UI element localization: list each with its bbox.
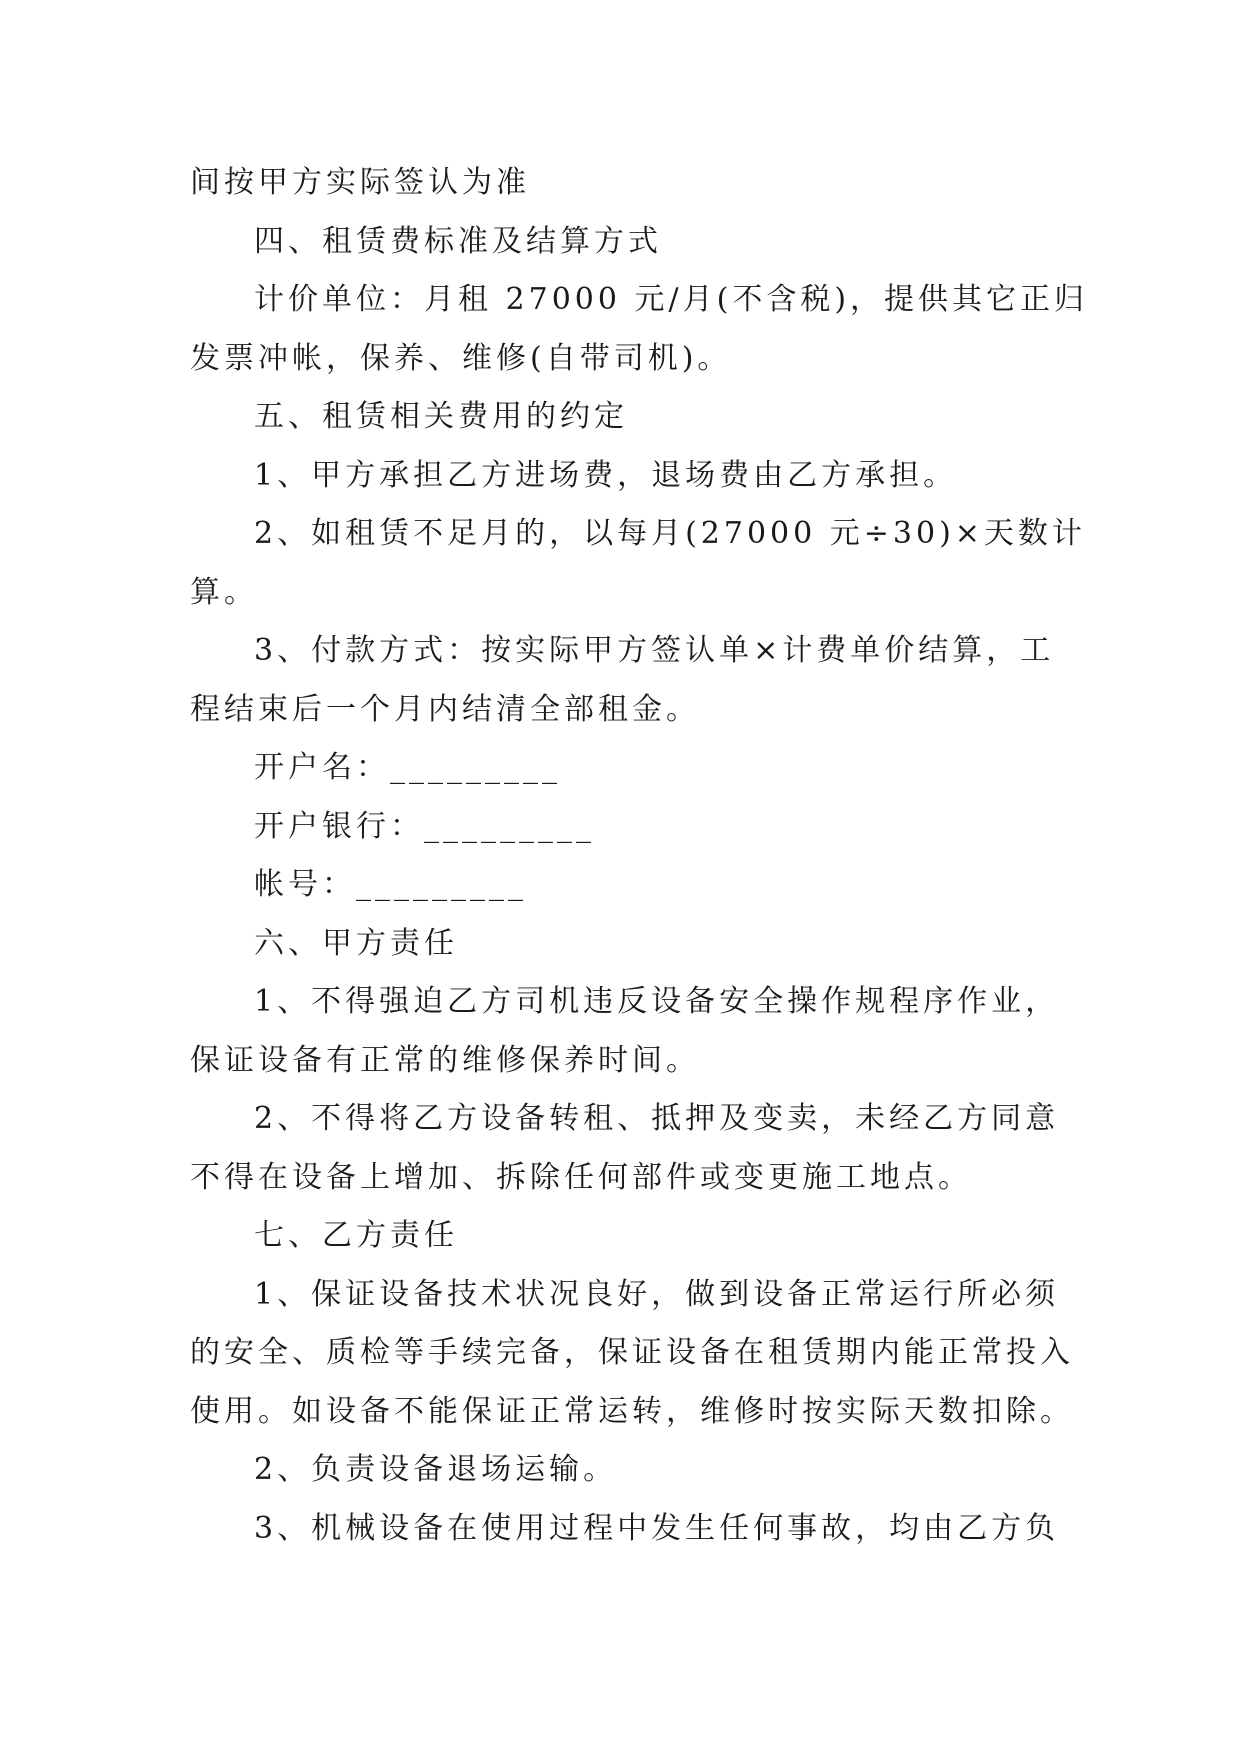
text-line: 间按甲方实际签认为准: [190, 165, 530, 200]
text-line: 2、如租赁不足月的，以每月(27000 元÷30)×天数计: [254, 516, 1086, 551]
text-line: 1、甲方承担乙方进场费，退场费由乙方承担。: [254, 457, 958, 493]
text-line: 2、负责设备退场运输。: [254, 1452, 618, 1487]
bank-name-field: 开户银行：_________: [254, 808, 595, 844]
text-line: 发票冲帐，保养、维修(自带司机)。: [190, 340, 732, 376]
section-heading: 七、乙方责任: [254, 1218, 458, 1253]
document-body: [190, 154, 1089, 1558]
text-line: 1、保证设备技术状况良好，做到设备正常运行所必须: [254, 1276, 1060, 1312]
text-line: 计价单位：月租 27000 元/月(不含税)，提供其它正归: [254, 282, 1089, 317]
text-line: 使用。如设备不能保证正常运转，维修时按实际天数扣除。: [190, 1393, 1074, 1429]
text-line: 3、付款方式：按实际甲方签认单×计费单价结算，工: [254, 633, 1055, 668]
text-line: 1、不得强迫乙方司机违反设备安全操作规程序作业，: [254, 984, 1060, 1019]
account-number-field: 帐号：_________: [254, 867, 527, 902]
text-line: 3、机械设备在使用过程中发生任何事故，均由乙方负: [254, 1510, 1060, 1546]
text-line: 程结束后一个月内结清全部租金。: [190, 691, 700, 727]
section-heading: 六、甲方责任: [254, 925, 458, 961]
text-line: 保证设备有正常的维修保养时间。: [190, 1042, 700, 1078]
text-line: 的安全、质检等手续完备，保证设备在租赁期内能正常投入: [190, 1335, 1074, 1370]
section-heading: 五、租赁相关费用的约定: [254, 399, 628, 434]
account-name-field: 开户名：_________: [254, 750, 561, 785]
section-heading: 四、租赁费标准及结算方式: [254, 223, 662, 259]
text-line: 算。: [190, 574, 258, 610]
text-line: 不得在设备上增加、拆除任何部件或变更施工地点。: [190, 1159, 972, 1195]
text-line: 2、不得将乙方设备转租、抵押及变卖，未经乙方同意: [254, 1101, 1060, 1136]
